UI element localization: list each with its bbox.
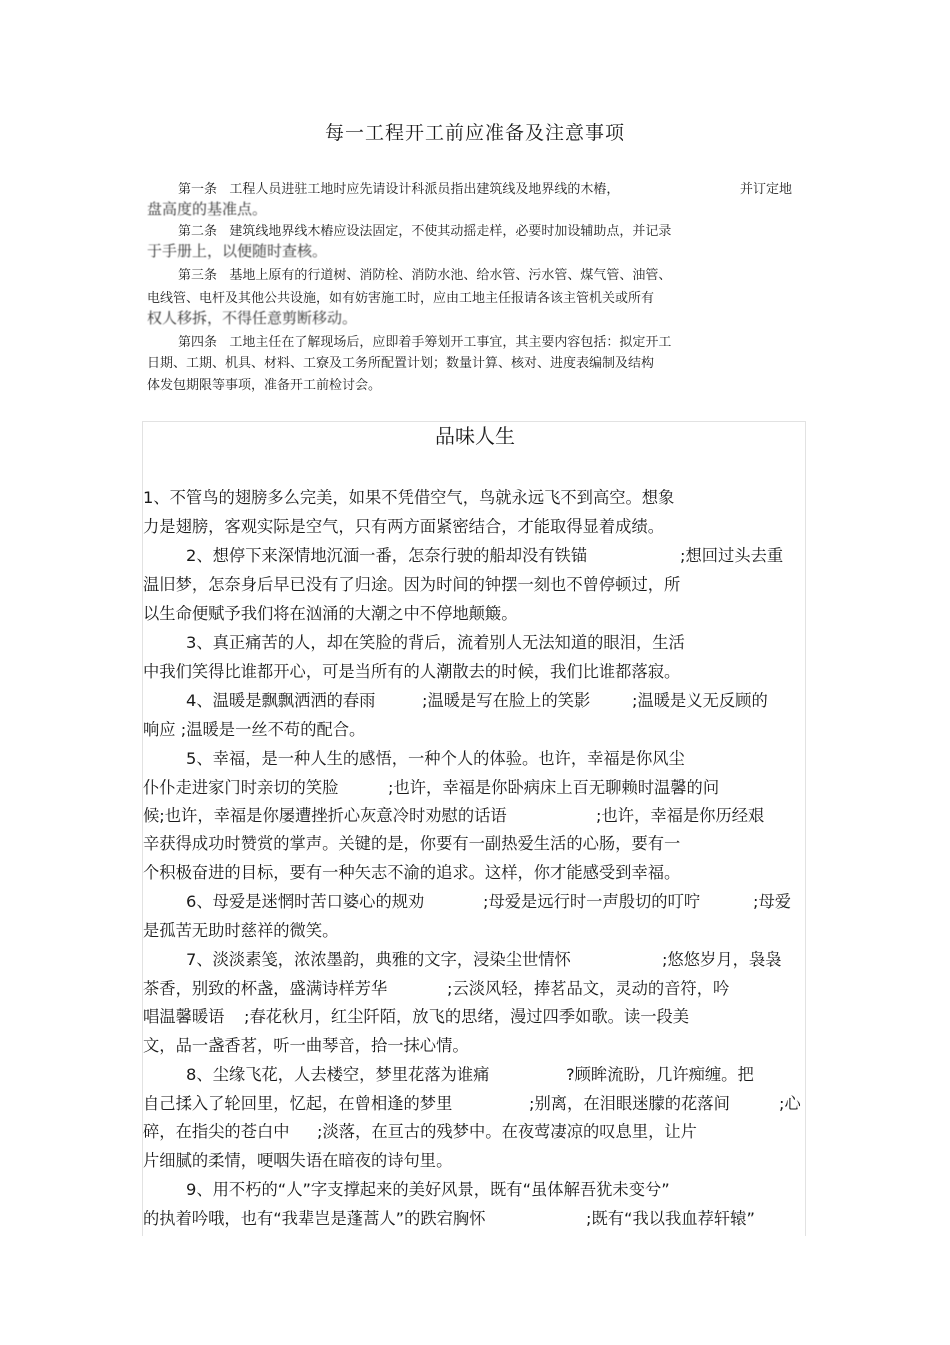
- essay-line: 7、淡淡素笺，浓浓墨韵，典雅的文字，浸染尘世情怀: [186, 950, 571, 969]
- essay-line: ;云淡风轻，捧茗品文，灵动的音符，吟: [447, 979, 730, 998]
- essay-line: 仆仆走进家门时亲切的笑脸: [143, 778, 339, 797]
- essay-line: 文，品一盏香茗，听一曲琴音，拾一抹心情。: [143, 1036, 469, 1055]
- essay-line: 的执着吟哦，也有“我辈岂是蓬蒿人”的跌宕胸怀: [143, 1209, 486, 1228]
- rule-line: 于手册上，以便随时查核。: [147, 242, 328, 260]
- essay-line: ;既有“我以我血荐轩辕”: [586, 1209, 755, 1228]
- essay-line: 温旧梦，怎奈身后早已没有了归途。因为时间的钟摆一刻也不曾停顿过，所: [143, 575, 681, 594]
- essay-line: 自己揉入了轮回里，忆起，在曾相逢的梦里: [143, 1094, 453, 1113]
- essay-line: 中我们笑得比谁都开心，可是当所有的人潮散去的时候，我们比谁都落寂。: [143, 662, 681, 681]
- rule-line: 体发包期限等事项，准备开工前检讨会。: [147, 378, 382, 393]
- essay-line: 是孤苦无助时慈祥的微笑。: [143, 921, 339, 940]
- essay-line: ;温暖是写在脸上的笑影: [422, 691, 591, 710]
- essay-line: 4、温暖是飘飘洒洒的春雨: [186, 691, 376, 710]
- essay-line: 5、幸福，是一种人生的感悟，一种个人的体验。也许，幸福是你风尘: [186, 749, 685, 768]
- essay-line: 唱温馨暖语: [143, 1007, 225, 1026]
- essay-line: 1、不管鸟的翅膀多么完美，如果不凭借空气，鸟就永远飞不到高空。想象: [143, 488, 675, 507]
- essay-line: 以生命便赋予我们将在汹涌的大潮之中不停地颠簸。: [143, 604, 518, 623]
- rule-line: 并订定地: [740, 182, 793, 197]
- essay-line: ;温暖是义无反顾的: [632, 691, 768, 710]
- essay-line: ?顾眸流盼，几许痴缠。把: [566, 1065, 754, 1084]
- essay-line: ;也许，幸福是你历经艰: [596, 806, 765, 825]
- essay-line: 茶香，别致的杯盏，盛满诗样芳华: [143, 979, 388, 998]
- essay-line: ;别离，在泪眼迷朦的花落间: [529, 1094, 730, 1113]
- essay-line: ;春花秋月，红尘阡陌，放飞的思绪，漫过四季如歌。读一段美: [244, 1007, 690, 1026]
- rule-line: 日期、工期、机具、材料、工寮及工务所配置计划；数量计算、核对、进度表编制及结构: [147, 356, 655, 371]
- rule-line: 第三条 基地上原有的行道树、消防栓、消防水池、给水管、污水管、煤气管、油管、: [178, 268, 672, 283]
- rule-line: 权人移拆，不得任意剪断移动。: [147, 309, 358, 327]
- essay-line: 8、尘缘飞花，人去楼空，梦里花落为谁痛: [186, 1065, 490, 1084]
- rule-line: 第二条 建筑线地界线木樁应设法固定，不使其动摇走样，必要时加设辅助点，并记录: [178, 224, 672, 239]
- essay-line: 个积极奋进的目标，要有一种矢志不渝的追求。这样，你才能感受到幸福。: [143, 863, 681, 882]
- essay-line: ;淡落，在亘古的残梦中。在夜莺凄凉的叹息里，让片: [317, 1122, 697, 1141]
- essay-line: 2、想停下来深情地沉湎一番，怎奈行驶的船却没有铁锚: [186, 546, 588, 565]
- essay-line: 响应 ;温暖是一丝不苟的配合。: [143, 720, 366, 739]
- essay-line: 3、真正痛苦的人，却在笑脸的背后，流着别人无法知道的眼泪，生活: [186, 633, 685, 652]
- essay-line: ;也许，幸福是你卧病床上百无聊赖时温馨的问: [388, 778, 720, 797]
- essay-title: 品味人生: [435, 424, 515, 448]
- rule-line: 电线管、电杆及其他公共设施，如有妨害施工时，应由工地主任报请各该主管机关或所有: [147, 291, 655, 306]
- essay-line: ;母爱是远行时一声殷切的叮咛: [483, 892, 701, 911]
- document-title: 每一工程开工前应准备及注意事项: [324, 122, 625, 144]
- essay-line: 6、母爱是迷惘时苦口婆心的规劝: [186, 892, 425, 911]
- essay-line: 辛获得成功时赞赏的掌声。关键的是，你要有一副热爱生活的心肠，要有一: [143, 834, 681, 853]
- rule-line: 盘高度的基准点。: [147, 200, 268, 218]
- essay-line: 力是翅膀，客观实际是空气，只有两方面紧密结合，才能取得显着成绩。: [143, 517, 665, 536]
- essay-line: ;想回过头去重: [680, 546, 784, 565]
- essay-line: 片细腻的柔情，哽咽失语在暗夜的诗句里。: [143, 1151, 453, 1170]
- essay-line: ;悠悠岁月，袅袅: [662, 950, 782, 969]
- essay-line: 碎，在指尖的苍白中: [143, 1122, 290, 1141]
- essay-line: ;母爱: [753, 892, 792, 911]
- essay-line: ;心: [779, 1094, 801, 1113]
- essay-line: 候;也许，幸福是你屡遭挫折心灰意冷时劝慰的话语: [143, 806, 507, 825]
- rule-line: 第一条 工程人员进驻工地时应先请设计科派员指出建筑线及地界线的木樁，: [178, 182, 620, 197]
- rule-line: 第四条 工地主任在了解现场后，应即着手筹划开工事宜，其主要内容包括：拟定开工: [178, 335, 672, 350]
- essay-line: 9、用不朽的“人”字支撑起来的美好风景，既有“虽体解吾犹未变兮”: [186, 1180, 670, 1199]
